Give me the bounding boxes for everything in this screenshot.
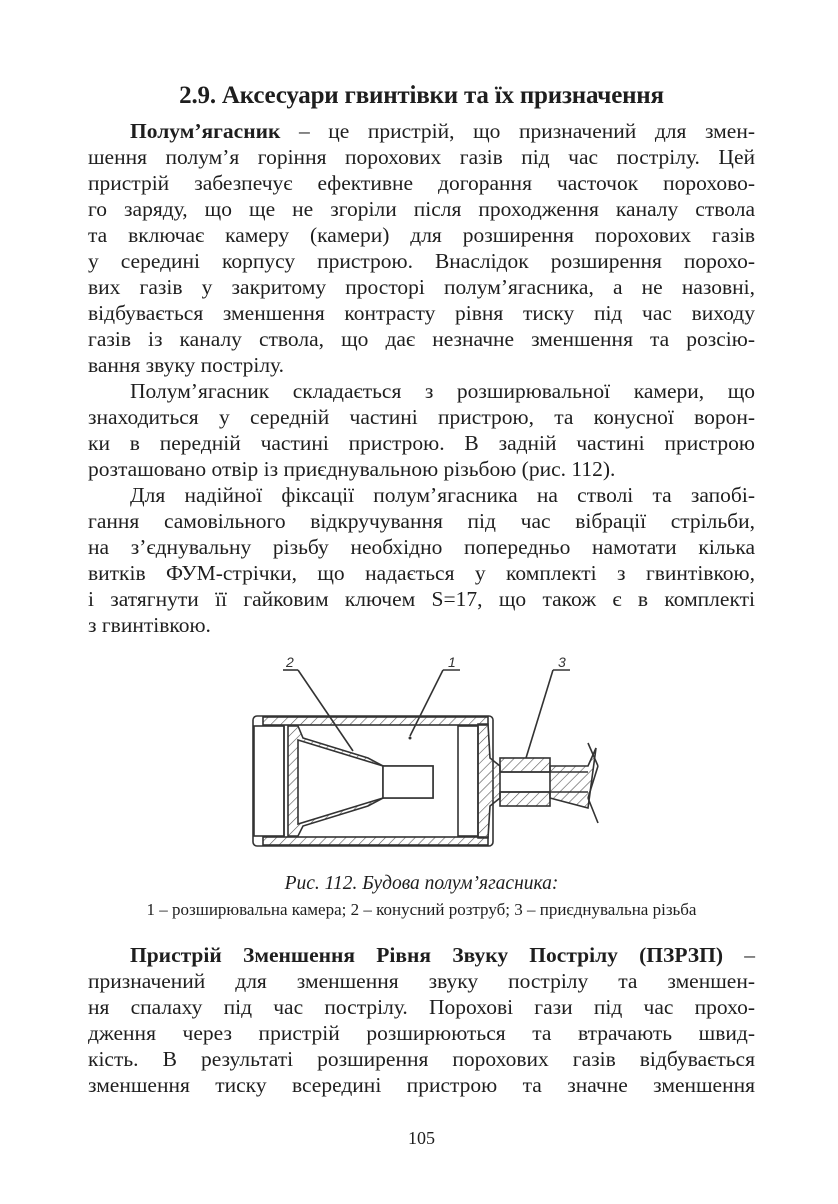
paragraph-line: гання самовільного відкручування під час вібрації стрільби,	[88, 509, 755, 533]
paragraph-line: вих газів у закритому просторі полум’ягасника, а не назовні,	[88, 275, 755, 299]
paragraph-line: витків ФУМ-стрічки, що надається у комплекті з гвинтівкою,	[88, 561, 755, 585]
paragraph-line: вання звуку пострілу.	[88, 353, 285, 377]
term-bold: Полум’ягасник	[130, 119, 281, 143]
figure-caption-items: 1 – розширювальна камера; 2 – конусний розтруб; 3 – приєднувальна різьба	[146, 900, 697, 919]
paragraph-line: у середині корпусу пристрою. Внаслідок розширення порохо-	[88, 249, 755, 273]
diagram-label-1: 1	[448, 654, 456, 670]
line-text: –	[723, 943, 755, 967]
paragraph-line: го заряду, що ще не згоріли після проходження каналу ствола	[88, 197, 755, 221]
paragraph-line: кість. В результаті розширення порохових газів відбувається	[88, 1047, 755, 1071]
paragraph-line: з гвинтівкою.	[88, 613, 211, 637]
term-bold: Пристрій Зменшення Рівня Звуку Пострілу (ПЗРЗП)	[130, 943, 723, 967]
paragraph-line: Полум’ягасник складається з розширювальної камери, що	[130, 379, 755, 403]
paragraph-line: зменшення тиску всередині пристрою та значне зменшення	[88, 1073, 755, 1097]
paragraph-line: призначений для зменшення звуку пострілу та зменшен-	[88, 969, 755, 993]
page-number: 105	[408, 1128, 435, 1148]
paragraph-line: на з’єднувальну різьбу необхідно попередньо намотати кілька	[88, 535, 755, 559]
paragraph-line: і затягнути її гайковим ключем S=17, що також є в комплекті	[88, 587, 755, 611]
paragraph-line: відбувається зменшення контрасту рівня тиску під час виходу	[88, 301, 755, 325]
paragraph-line: Для надійної фіксації полум’ягасника на стволі та запобі-	[130, 483, 755, 507]
diagram-label-2: 2	[286, 654, 294, 670]
paragraph-line: знаходиться у середній частині пристрою, та конусної ворон-	[88, 405, 755, 429]
paragraph-line: шення полум’я горіння порохових газів під час пострілу. Цей	[88, 145, 755, 169]
paragraph-line: та включає камеру (камери) для розширення порохових газів	[88, 223, 755, 247]
chamber-dot	[409, 737, 412, 740]
paragraph-line: газів із каналу ствола, що дає незначне зменшення та розсію-	[88, 327, 755, 351]
line-text: – це пристрій, що призначений для змен-	[280, 119, 755, 143]
section-title: 2.9. Аксесуари гвинтівки та їх призначення	[179, 82, 664, 109]
flash-hider-diagram	[238, 648, 608, 863]
diagram-lines	[253, 670, 598, 846]
diagram-label-3: 3	[558, 654, 566, 670]
paragraph-line: дження через пристрій розширюються та втрачають швид-	[88, 1021, 755, 1045]
paragraph-line: пристрій забезпечує ефективне догорання часточок порохово-	[88, 171, 755, 195]
paragraph-line: ки в передній частині пристрою. В задній частині пристрою	[88, 431, 755, 455]
paragraph-line	[130, 942, 755, 968]
paragraph-line: ня спалаху під час пострілу. Порохові гази під час прохо-	[88, 995, 755, 1019]
figure-caption-title: Рис. 112. Будова полум’ягасника:	[284, 873, 559, 894]
paragraph-line	[130, 118, 755, 144]
paragraph-line: розташовано отвір із приєднувальною різьбою (рис. 112).	[88, 457, 616, 481]
